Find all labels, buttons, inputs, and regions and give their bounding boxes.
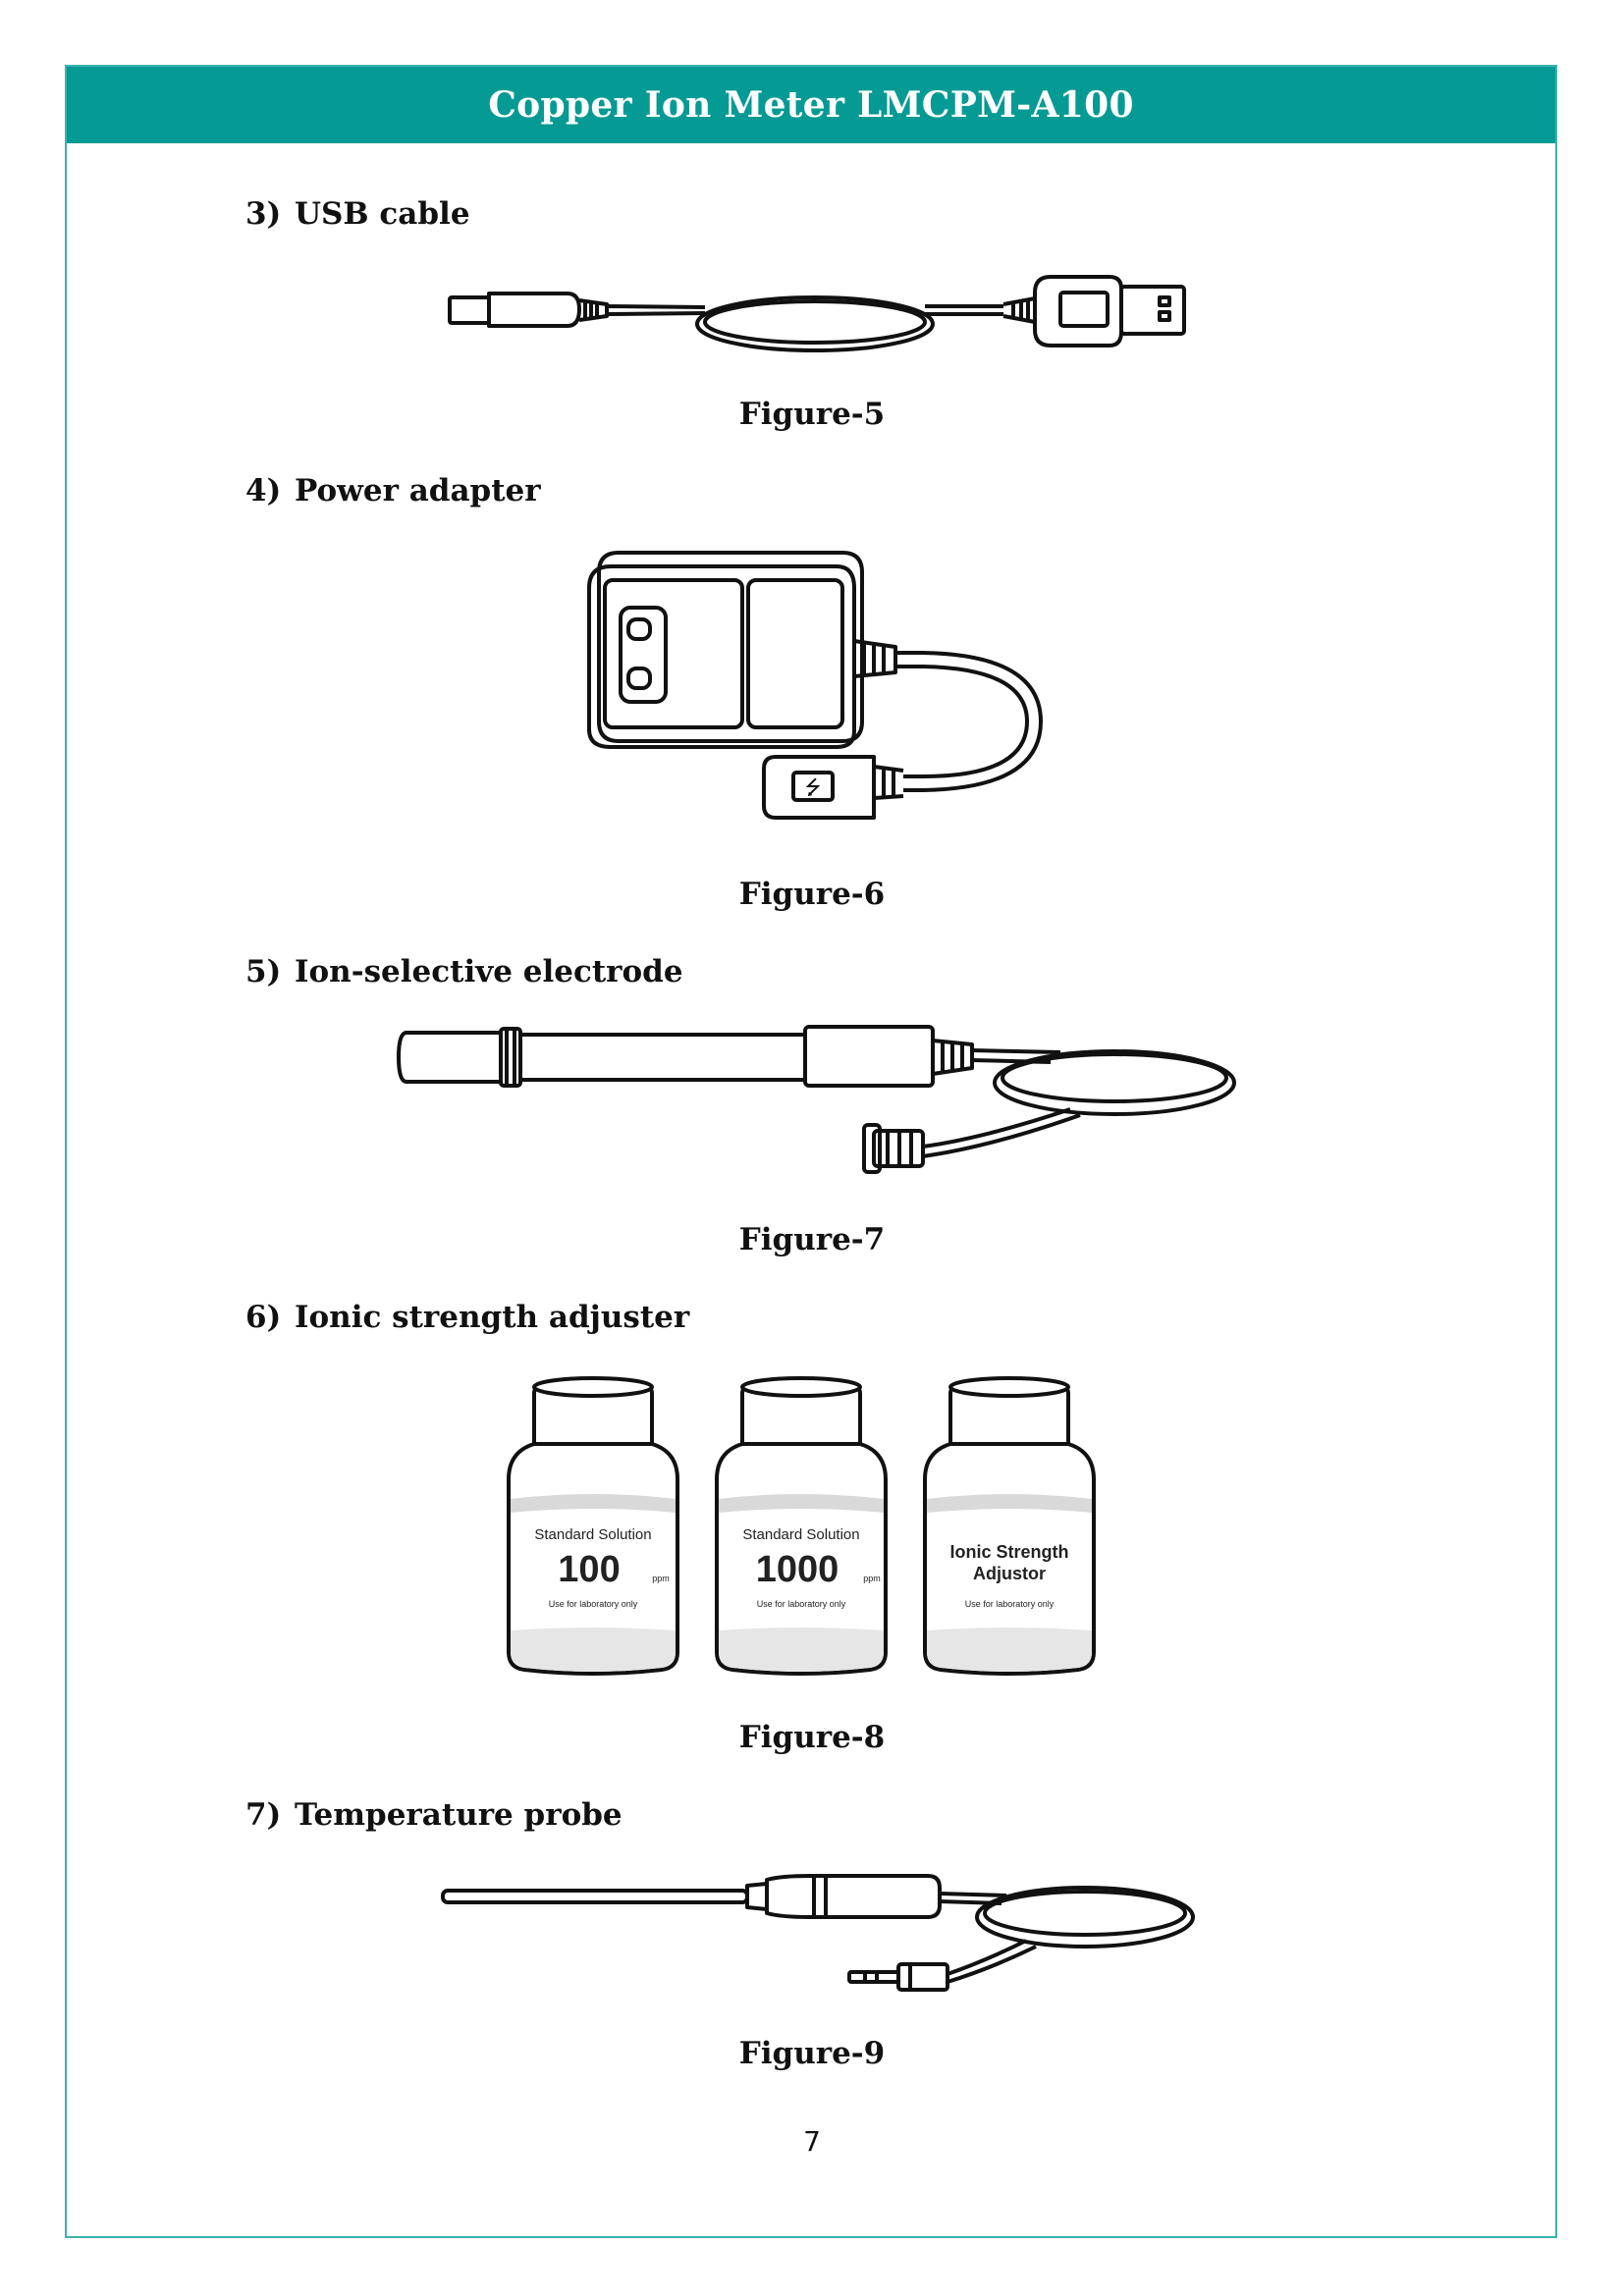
bottle-standard-100: [509, 1378, 677, 1674]
bottle-ionic-strength-adjustor: [925, 1378, 1094, 1674]
bottle-label: Standard Solution: [742, 1526, 860, 1543]
figure-caption: Figure-6: [738, 877, 886, 912]
solution-bottles-illustration: [501, 1369, 1129, 1683]
section-heading-power-adapter: [245, 473, 541, 508]
temperature-probe-illustration: [437, 1870, 1203, 2007]
section-heading-ionic-strength-adjuster: [245, 1300, 689, 1335]
bottle-label: Standard Solution: [534, 1526, 652, 1543]
bottle-unit: ppm: [652, 1574, 670, 1583]
section-title: Ion-selective electrode: [295, 954, 683, 989]
bottle-standard-1000: [717, 1378, 886, 1674]
section-number: 4): [245, 473, 282, 508]
bottle-value: 100: [558, 1549, 621, 1590]
bottle-note: Use for laboratory only: [964, 1599, 1055, 1609]
power-adapter-illustration: [579, 545, 1051, 839]
section-number: 6): [245, 1300, 282, 1335]
bottle-note: Use for laboratory only: [756, 1599, 846, 1609]
section-title: Temperature probe: [295, 1797, 623, 1833]
usb-cable-illustration: [442, 265, 1188, 363]
svg-text:⭍: ⭍: [804, 775, 822, 799]
page-number: 7: [803, 2125, 821, 2158]
section-heading-ion-selective-electrode: [245, 954, 683, 989]
section-title: Power adapter: [295, 473, 541, 508]
bottle-label: Adjustor: [973, 1564, 1046, 1583]
section-title: USB cable: [295, 196, 470, 232]
header-banner: [67, 67, 1555, 143]
section-number: 5): [245, 954, 282, 989]
bottle-note: Use for laboratory only: [548, 1599, 638, 1609]
bottle-label: Ionic Strength: [949, 1542, 1069, 1562]
figure-caption: Figure-5: [738, 397, 886, 432]
section-title: Ionic strength adjuster: [295, 1300, 690, 1335]
figure-caption: Figure-7: [738, 1222, 886, 1257]
section-number: 7): [245, 1797, 282, 1833]
bottle-unit: ppm: [863, 1574, 881, 1583]
figure-caption: Figure-8: [738, 1720, 886, 1755]
document-title: Copper Ion Meter LMCPM-A100: [488, 84, 1134, 126]
ion-selective-electrode-illustration: [393, 1021, 1247, 1188]
bottle-value: 1000: [755, 1549, 839, 1590]
section-heading-temperature-probe: [245, 1797, 623, 1833]
section-heading-usb-cable: [245, 196, 470, 232]
figure-caption: Figure-9: [738, 2036, 886, 2071]
section-number: 3): [245, 196, 282, 232]
